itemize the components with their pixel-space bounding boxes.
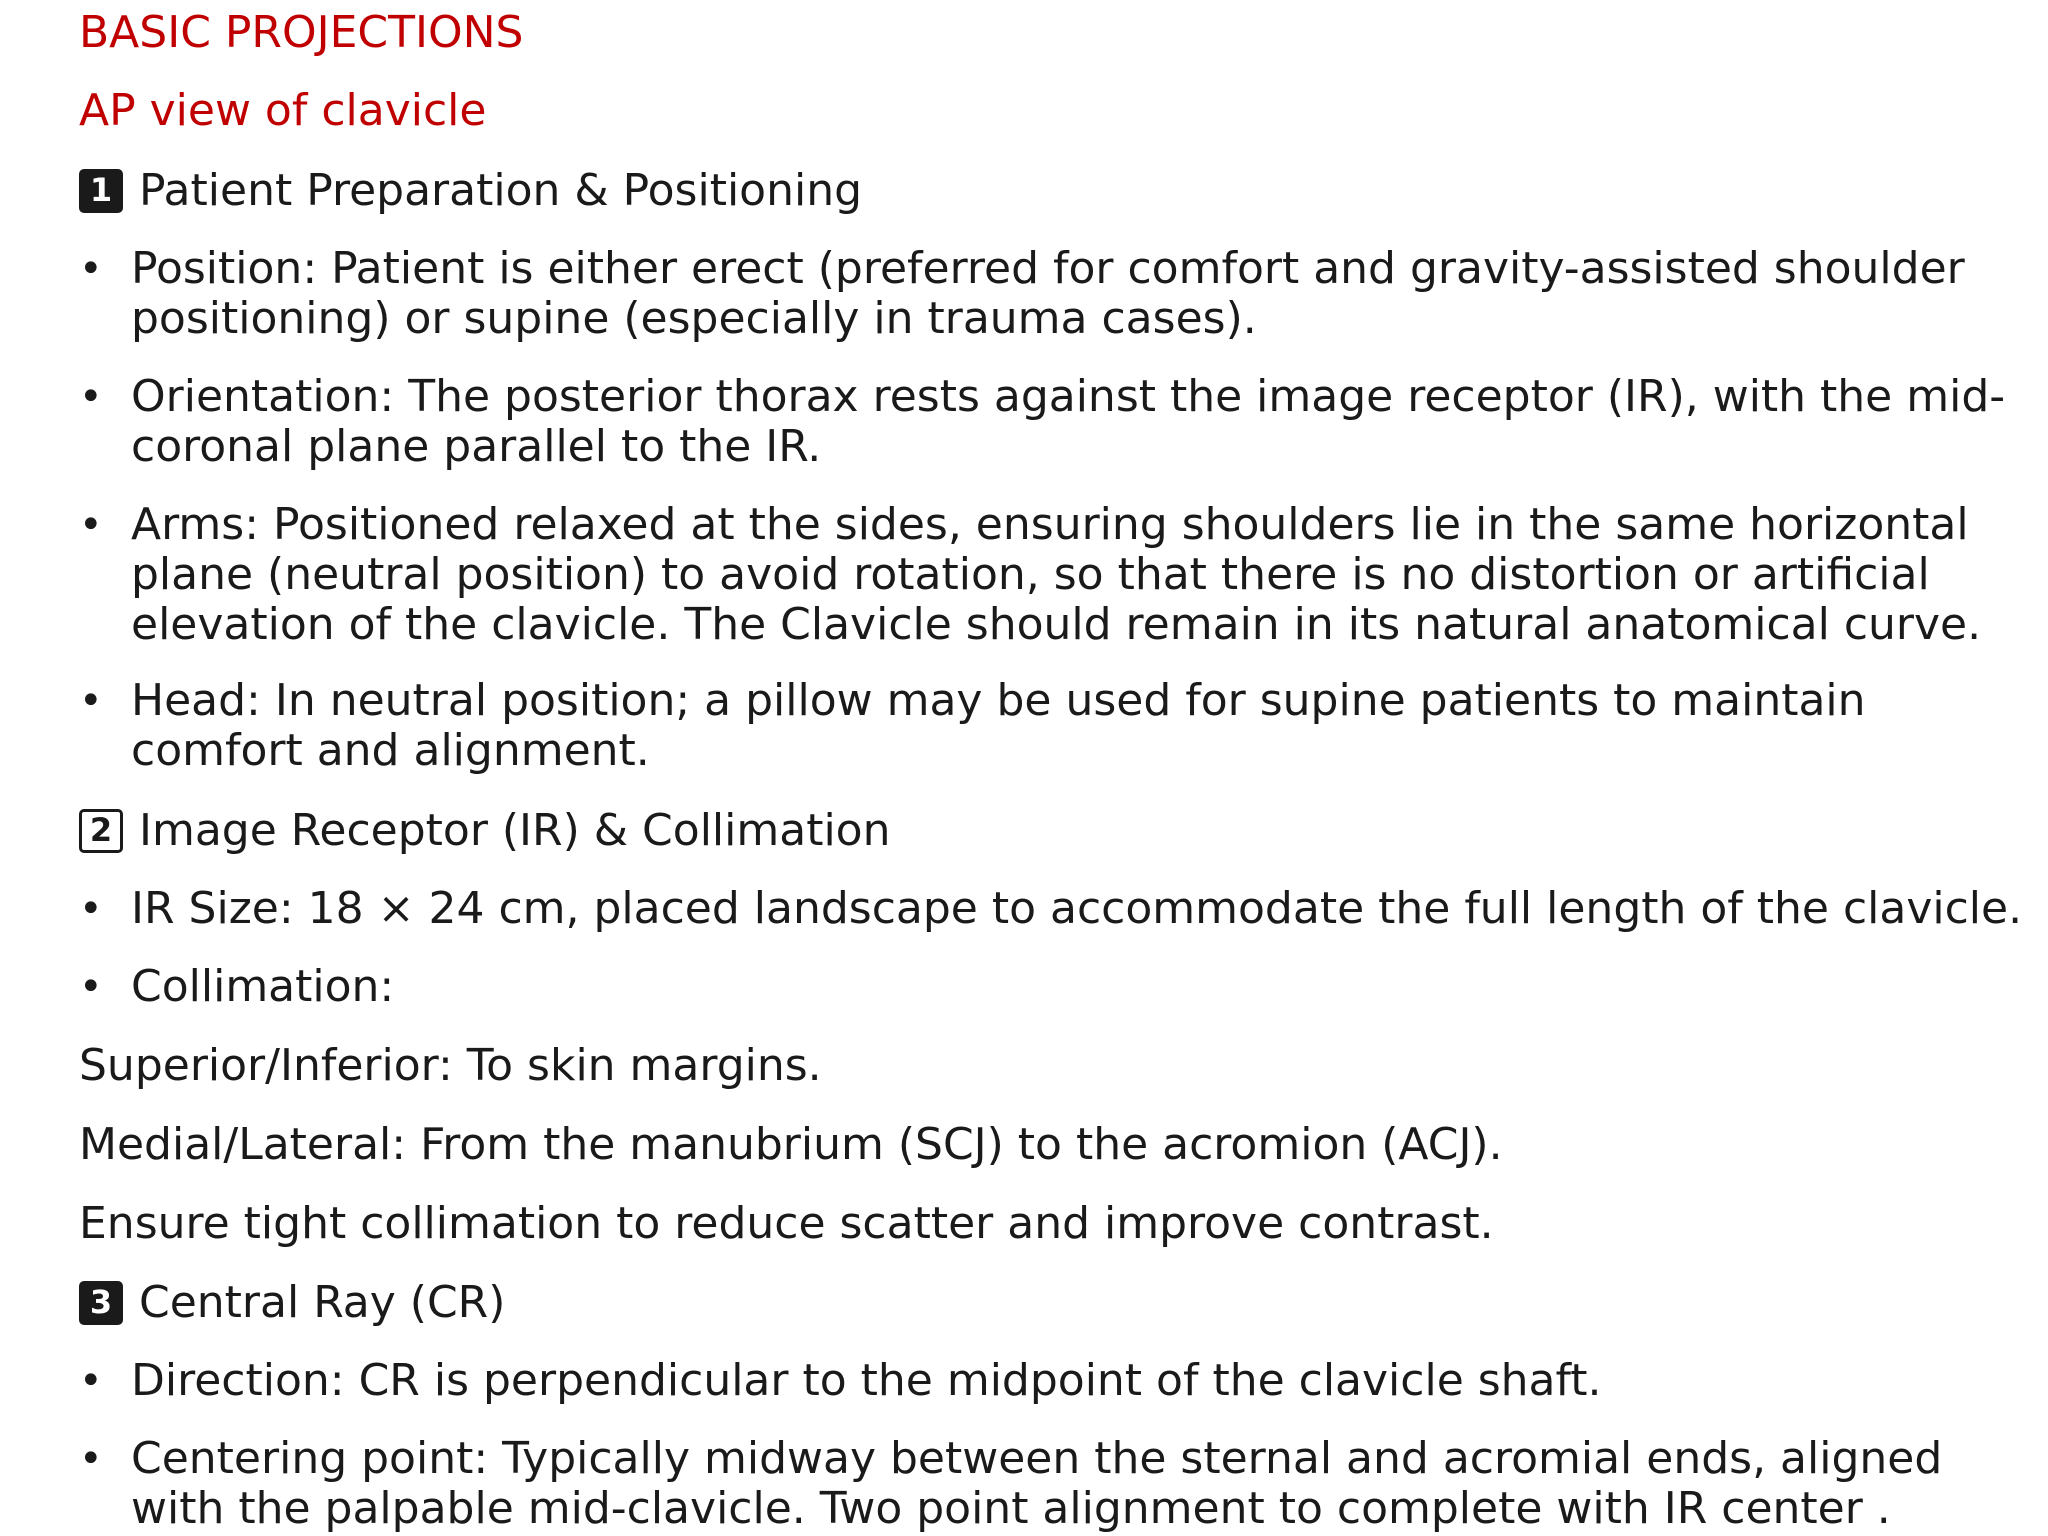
section-heading-text: Central Ray (CR) [139,1277,506,1328]
number-3-icon: 3 [79,1281,123,1325]
bullet-icon: • [79,886,103,932]
collimation-medial-lateral: Medial/Lateral: From the manubrium (SCJ) to the acromion (ACJ). [79,1119,1503,1170]
section-heading-2 [79,806,890,856]
bullet-icon: • [79,1358,103,1404]
number-1-icon: 1 [79,169,123,213]
bullet-line: with the palpable mid-clavicle. Two point alignment to complete with IR center . [131,1483,1891,1534]
section-heading-text: Image Receptor (IR) & Collimation [139,805,891,856]
bullet-line: Position: Patient is either erect (preferred for comfort and gravity-assisted shoulder [131,243,1965,294]
section-heading-3 [79,1278,505,1328]
bullet-line: Arms: Positioned relaxed at the sides, ensuring shoulders lie in the same horizontal [131,499,1969,550]
bullet-line: coronal plane parallel to the IR. [131,421,822,472]
bullet-line: Centering point: Typically midway between the sternal and acromial ends, aligned [131,1433,1943,1484]
page-subtitle: AP view of clavicle [79,85,487,136]
bullet-line: IR Size: 18 × 24 cm, placed landscape to accommodate the full length of the clavicle. [131,883,2023,934]
bullet-line: Head: In neutral position; a pillow may be used for supine patients to maintain [131,675,1866,726]
bullet-line: Orientation: The posterior thorax rests against the image receptor (IR), with the mid- [131,371,2006,422]
bullet-line: positioning) or supine (especially in trauma cases). [131,293,1257,344]
bullet-line: elevation of the clavicle. The Clavicle should remain in its natural anatomical curve. [131,599,1982,650]
collimation-superior-inferior: Superior/Inferior: To skin margins. [79,1040,822,1091]
bullet-icon: • [79,1436,103,1482]
bullet-line: Collimation: [131,961,395,1012]
collimation-note: Ensure tight collimation to reduce scatter and improve contrast. [79,1198,1494,1249]
bullet-line: Direction: CR is perpendicular to the midpoint of the clavicle shaft. [131,1355,1602,1406]
number-2-icon: 2 [79,809,123,853]
bullet-line: comfort and alignment. [131,725,650,776]
bullet-icon: • [79,678,103,724]
bullet-icon: • [79,374,103,420]
section-heading-text: Patient Preparation & Positioning [139,165,863,216]
section-heading-1 [79,166,862,216]
bullet-icon: • [79,964,103,1010]
bullet-line: plane (neutral position) to avoid rotation, so that there is no distortion or artificial [131,549,1930,600]
page-title: BASIC PROJECTIONS [79,7,524,58]
bullet-icon: • [79,502,103,548]
bullet-icon: • [79,246,103,292]
